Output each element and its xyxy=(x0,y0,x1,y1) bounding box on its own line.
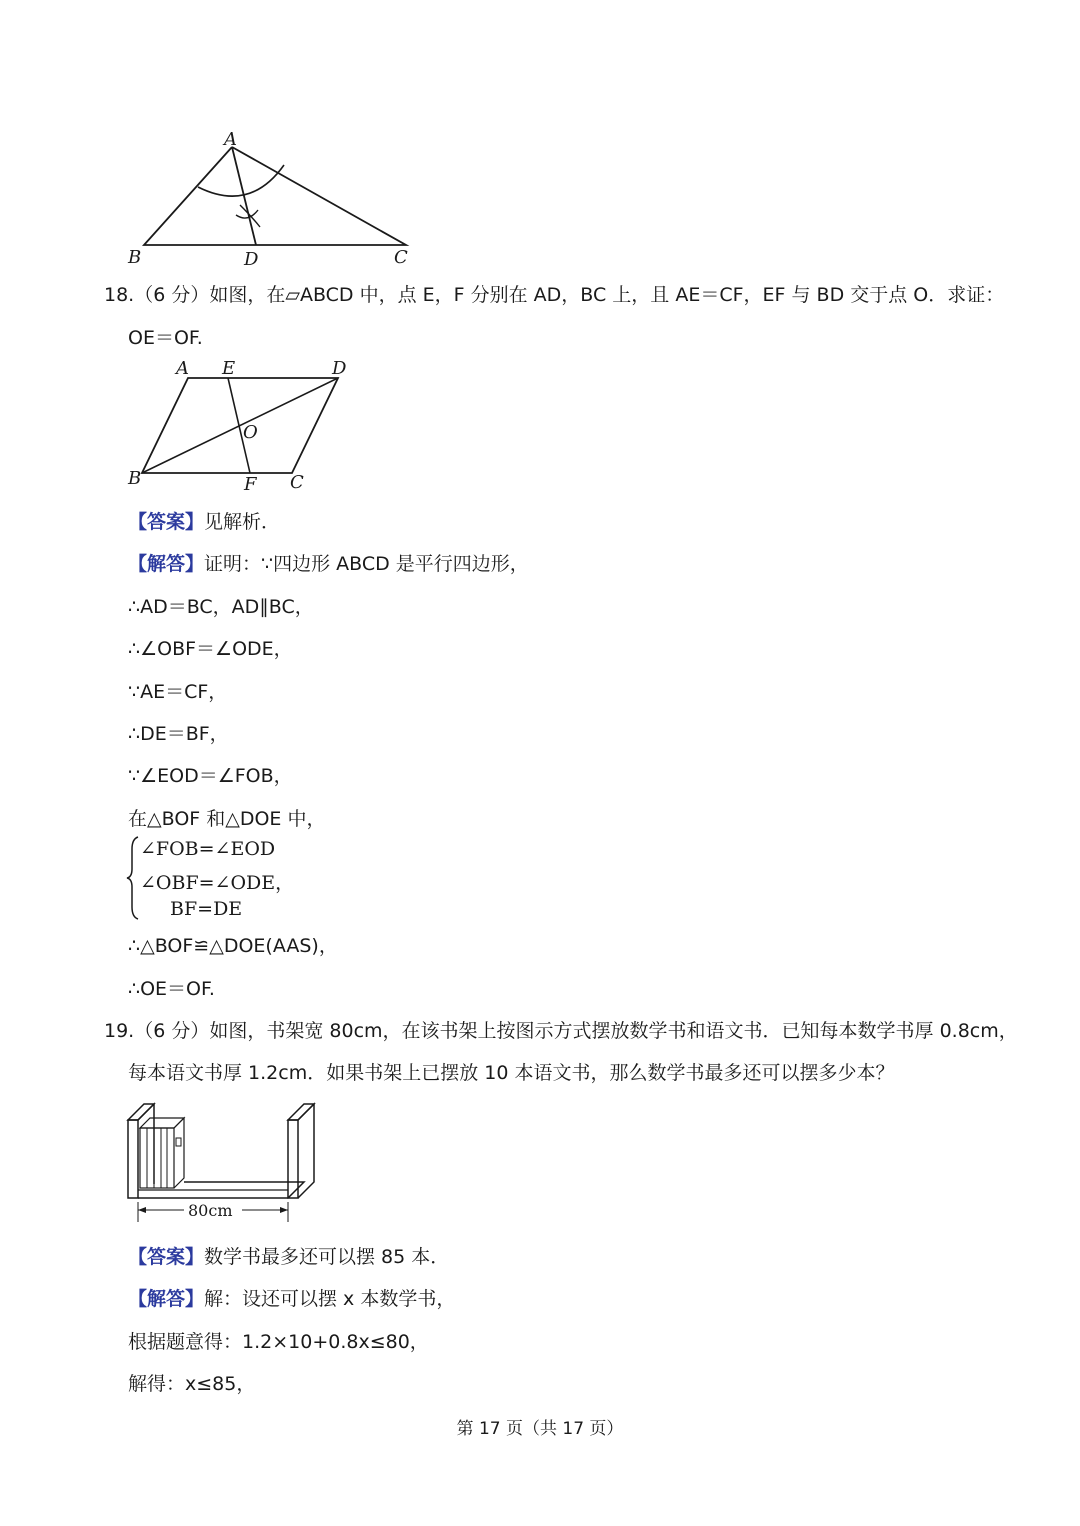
q18-step: 在△BOF 和△DOE 中， xyxy=(128,808,326,830)
triangle-bisector-figure xyxy=(120,125,420,270)
q18-step: ∴DE＝BF， xyxy=(128,723,229,745)
q19-number: 19. xyxy=(104,1020,135,1042)
system-brace xyxy=(126,835,140,921)
answer-tag: 【答案】 xyxy=(128,1246,205,1268)
answer-text: 见解析． xyxy=(204,511,281,533)
label-C: C xyxy=(290,472,304,493)
label-D: D xyxy=(244,249,259,270)
page-footer: 第 17 页（共 17 页） xyxy=(456,1419,624,1439)
q18-step: ∴∠OBF＝∠ODE， xyxy=(128,638,293,660)
q18-step: ∵∠EOD＝∠FOB， xyxy=(128,765,293,787)
q19-step: 解得：x≤85， xyxy=(128,1373,256,1395)
q18-answer xyxy=(128,507,280,534)
label-A: A xyxy=(176,358,189,379)
q19-stem: 如图，书架宽 80cm，在该书架上按图示方式摆放数学书和语文书．已知每本数学书厚 0.8cm， xyxy=(209,1020,1018,1042)
system-line: ∠OBF=∠ODE， xyxy=(140,872,295,894)
q18-score: （6 分） xyxy=(134,284,210,306)
q19-stem-line xyxy=(104,1016,1018,1043)
q19-score: （6 分） xyxy=(134,1020,210,1042)
q18-step: ∴△BOF≌△DOE(AAS)， xyxy=(128,935,338,957)
q19-stem-line2: 每本语文书厚 1.2cm．如果书架上已摆放 10 本语文书，那么数学书最多还可以摆多少本？ xyxy=(128,1062,895,1084)
solution-text: 证明：∵四边形 ABCD 是平行四边形， xyxy=(204,553,529,575)
answer-tag: 【答案】 xyxy=(128,511,205,533)
q19-step: 根据题意得：1.2×10+0.8x≤80， xyxy=(128,1331,429,1353)
label-O: O xyxy=(243,422,258,443)
q18-number: 18. xyxy=(104,284,135,306)
label-A: A xyxy=(224,129,237,150)
solution-text: 解：设还可以摆 x 本数学书， xyxy=(204,1288,456,1310)
label-C: C xyxy=(394,247,408,268)
q18-solution xyxy=(128,549,529,576)
parallelogram-figure xyxy=(120,350,360,500)
solution-tag: 【解答】 xyxy=(128,1288,205,1310)
q18-step: ∴OE＝OF. xyxy=(128,978,215,1000)
label-F: F xyxy=(244,474,257,495)
solution-tag: 【解答】 xyxy=(128,553,205,575)
width-label: 80cm xyxy=(188,1201,233,1220)
q18-stem-conclusion: OE＝OF. xyxy=(128,327,203,349)
label-D: D xyxy=(332,358,347,379)
system-line: ∠FOB=∠EOD xyxy=(140,838,276,860)
q18-step: ∵AE＝CF， xyxy=(128,681,228,703)
answer-text: 数学书最多还可以摆 85 本． xyxy=(204,1246,450,1268)
q18-stem-line xyxy=(104,280,1004,307)
q18-stem: 如图，在▱ABCD 中，点 E，F 分别在 AD，BC 上，且 AE＝CF，EF 与 BD 交于点 O．求证： xyxy=(209,284,1005,306)
label-E: E xyxy=(222,358,236,379)
label-B: B xyxy=(128,247,142,268)
system-line: BF=DE xyxy=(170,898,243,920)
q18-step: ∴AD＝BC，AD∥BC， xyxy=(128,596,314,618)
q19-answer xyxy=(128,1242,449,1269)
bookshelf-figure xyxy=(122,1098,327,1226)
q19-solution xyxy=(128,1284,455,1311)
label-B: B xyxy=(128,468,142,489)
